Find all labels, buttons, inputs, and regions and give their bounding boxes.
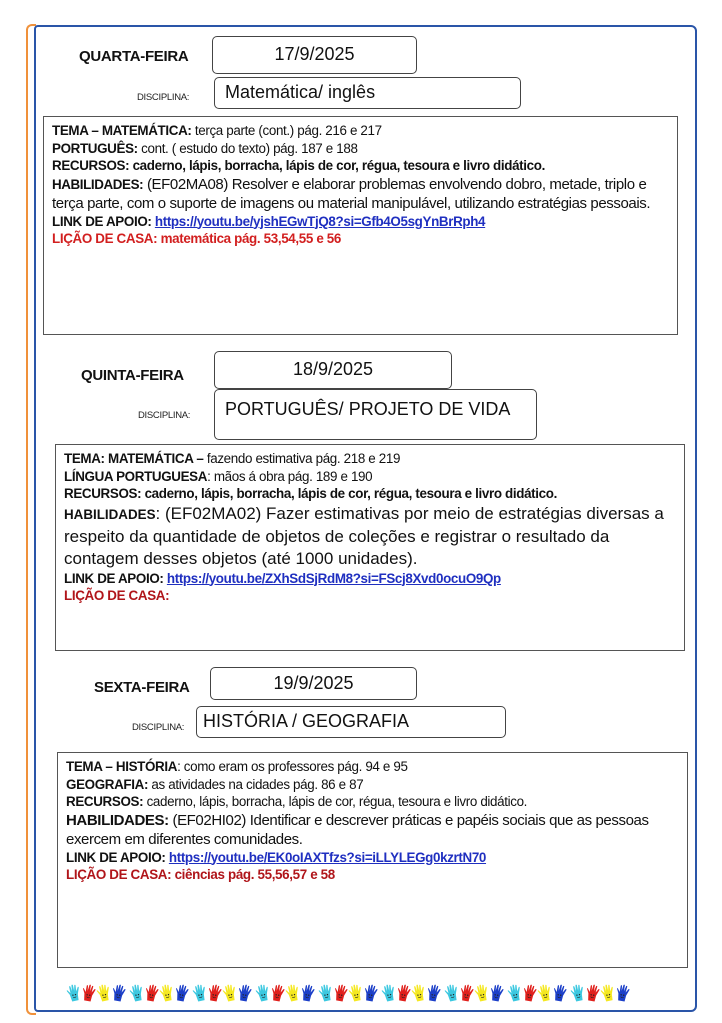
hand-group <box>255 984 315 1006</box>
habilidades-text: (EF02MA08) Resolver e elaborar problemas envolvendo dobro, metade, triplo e terça parte, com o suporte de imagens ou material manipulável, utilizando estratégias pessoais. <box>52 175 651 212</box>
hands-decoration-border <box>66 984 666 1006</box>
date-field: 17/9/2025 <box>212 36 417 74</box>
link-label: LINK DE APOIO: <box>64 570 167 586</box>
hand-icon <box>363 984 378 1002</box>
day-label: QUARTA-FEIRA <box>79 48 189 65</box>
hand-icon <box>237 984 252 1002</box>
habilidades-text: : (EF02MA02) Fazer estimativas por meio de estratégias diversas a respeito da quantidade de objetos de coleções e registrar o resultado da contagem desses objetos (até 1000 unidades). <box>64 503 664 568</box>
subject-text: as atividades na cidades pág. 86 e 87 <box>148 776 364 792</box>
homework-text: LIÇÃO DE CASA: matemática pág. 53,54,55 e 56 <box>52 231 341 246</box>
discipline-label: DISCIPLINA: <box>138 410 191 421</box>
support-link[interactable]: https://youtu.be/ZXhSdSjRdM8?si=FScj8Xvd0ocuO9Qp <box>166 570 501 586</box>
discipline-field: Matemática/ inglês <box>214 77 521 109</box>
recursos-label: RECURSOS: <box>64 486 142 501</box>
hand-group <box>570 984 630 1006</box>
hand-group <box>507 984 567 1006</box>
discipline-field: PORTUGUÊS/ PROJETO DE VIDA <box>214 389 537 440</box>
date-field: 18/9/2025 <box>214 351 452 389</box>
subject-label: LÍNGUA PORTUGUESA <box>64 468 208 484</box>
subject-label: PORTUGUÊS: <box>52 140 138 156</box>
tema-text: terça parte (cont.) pág. 216 e 217 <box>191 123 382 138</box>
hand-group <box>444 984 504 1006</box>
hand-group <box>129 984 189 1006</box>
recursos-label: RECURSOS: <box>52 158 130 173</box>
hand-icon <box>489 984 504 1002</box>
day-label: QUINTA-FEIRA <box>81 367 184 384</box>
discipline-label: DISCIPLINA: <box>132 722 185 733</box>
recursos-label: RECURSOS: <box>66 794 144 809</box>
link-label: LINK DE APOIO: <box>52 213 155 229</box>
recursos-text: caderno, lápis, borracha, lápis de cor, régua, tesoura e livro didático. <box>143 794 528 809</box>
tema-label: TEMA – HISTÓRIA <box>66 759 178 774</box>
hand-icon <box>174 984 189 1002</box>
hand-icon <box>426 984 441 1002</box>
lesson-box <box>57 752 688 968</box>
hand-icon <box>615 984 630 1002</box>
lesson-box <box>55 444 685 651</box>
hand-group <box>192 984 252 1006</box>
hand-group <box>381 984 441 1006</box>
habilidades-label: HABILIDADES <box>64 506 156 522</box>
hand-group <box>318 984 378 1006</box>
support-link[interactable]: https://youtu.be/yjshEGwTjQ8?si=Gfb4O5sgYnBrRph4 <box>154 213 486 229</box>
tema-label: TEMA – MATEMÁTICA: <box>52 123 192 138</box>
hand-icon <box>552 984 567 1002</box>
hand-group <box>66 984 126 1006</box>
homework-text: LIÇÃO DE CASA: <box>64 588 170 603</box>
habilidades-text: (EF02HI02) Identificar e descrever práticas e papéis sociais que as pessoas exercem em diferentes comunidades. <box>66 811 649 848</box>
tema-text: : como eram os professores pág. 94 e 95 <box>177 759 408 774</box>
homework-text: LIÇÃO DE CASA: ciências pág. 55,56,57 e 58 <box>66 867 335 882</box>
subject-text: cont. ( estudo do texto) pág. 187 e 188 <box>137 140 358 156</box>
discipline-field: HISTÓRIA / GEOGRAFIA <box>196 706 506 738</box>
hand-icon <box>300 984 315 1002</box>
recursos-text: caderno, lápis, borracha, lápis de cor, régua, tesoura e livro didático. <box>141 486 557 501</box>
hand-icon <box>111 984 126 1002</box>
habilidades-label: HABILIDADES: <box>52 176 144 192</box>
support-link[interactable]: https://youtu.be/EK0oIAXTfzs?si=iLLYLEGg0kzrtN70 <box>168 849 487 865</box>
subject-label: GEOGRAFIA: <box>66 776 149 792</box>
tema-label: TEMA: MATEMÁTICA – <box>64 451 204 466</box>
habilidades-label: HABILIDADES: <box>66 811 169 829</box>
date-field: 19/9/2025 <box>210 667 417 700</box>
subject-text: : mãos á obra pág. 189 e 190 <box>207 468 373 484</box>
recursos-text: caderno, lápis, borracha, lápis de cor, régua, tesoura e livro didático. <box>129 158 545 173</box>
link-label: LINK DE APOIO: <box>66 849 169 865</box>
day-label: SEXTA-FEIRA <box>94 679 190 696</box>
tema-text: fazendo estimativa pág. 218 e 219 <box>203 451 401 466</box>
lesson-box <box>43 116 678 335</box>
discipline-label: DISCIPLINA: <box>137 92 190 103</box>
